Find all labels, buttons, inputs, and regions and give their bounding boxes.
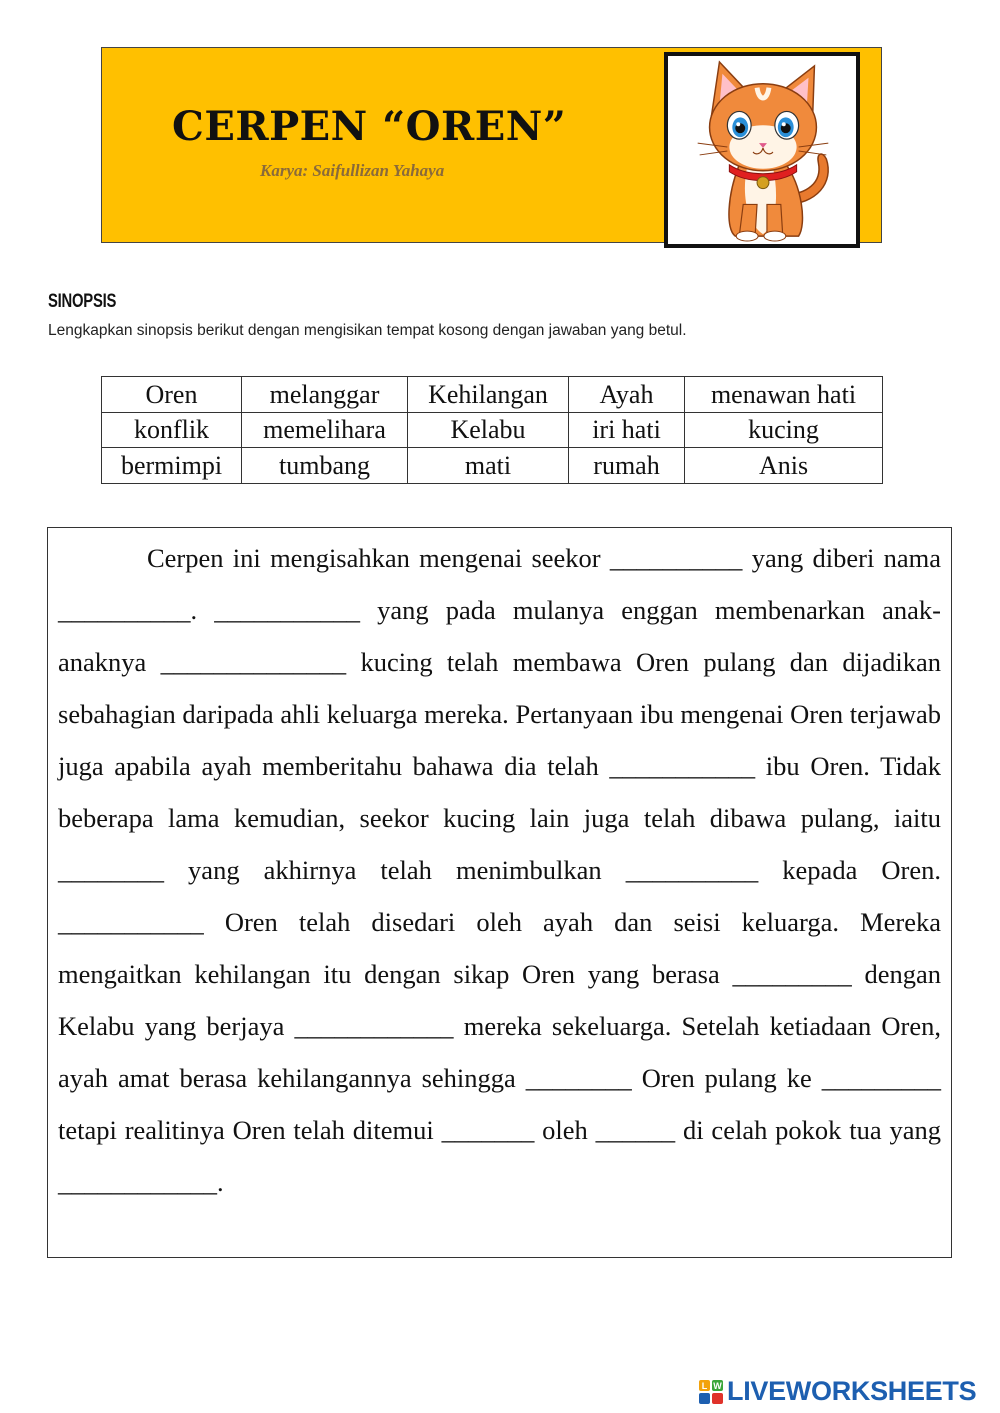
section-title: SINOPSIS — [48, 291, 117, 312]
word-bank-cell: konflik — [102, 412, 242, 448]
word-bank-table — [101, 376, 883, 484]
word-bank-cell: tumbang — [242, 448, 408, 484]
synopsis-passage-box — [47, 527, 952, 1258]
cat-picture-frame — [664, 52, 860, 248]
liveworksheets-logo-icon — [698, 1379, 724, 1405]
word-bank-cell: mati — [408, 448, 569, 484]
word-bank-cell: kucing — [685, 412, 883, 448]
word-bank-cell: melanggar — [242, 377, 408, 413]
svg-text:W: W — [713, 1380, 722, 1391]
word-bank-cell: memelihara — [242, 412, 408, 448]
instruction-text: Lengkapkan sinopsis berikut dengan mengisikan tempat kosong dengan jawaban yang betul. — [48, 322, 687, 339]
author-credit: Karya: Saifullizan Yahaya — [260, 161, 445, 180]
word-bank-cell: Oren — [102, 377, 242, 413]
word-bank-cell: Kelabu — [408, 412, 569, 448]
worksheet-title: CERPEN “OREN” — [172, 103, 567, 150]
word-bank-cell: rumah — [569, 448, 685, 484]
header-banner — [101, 47, 882, 243]
word-bank-cell: Anis — [685, 448, 883, 484]
svg-text:L: L — [701, 1380, 708, 1391]
word-bank-row — [102, 412, 883, 448]
liveworksheets-brand — [698, 1376, 976, 1407]
word-bank-row — [102, 448, 883, 484]
brand-name: LIVEWORKSHEETS — [727, 1376, 977, 1406]
orange-kitten-icon — [668, 56, 856, 244]
word-bank-row — [102, 377, 883, 413]
word-bank-cell: iri hati — [569, 412, 685, 448]
word-bank-cell: bermimpi — [102, 448, 242, 484]
word-bank-cell: Ayah — [569, 377, 685, 413]
word-bank-cell: menawan hati — [685, 377, 883, 413]
synopsis-passage-text: Cerpen ini mengisahkan mengenai seekor __________ yang diberi nama __________. ___________ yang pada mulanya enggan membenarkan anak-anaknya ______________ kucing telah membawa Oren pulang dan dijadikan sebahagian daripada ahli keluarga mereka. Pertanyaan ibu mengenai Oren terjawab juga apabila ayah memberitahu bahawa dia telah ___________ ibu Oren. Tidak beberapa lama kemudian, seekor kucing lain juga telah dibawa pulang, iaitu ________ yang akhirnya telah menimbulkan __________ kepada Oren. ___________ Oren telah disedari oleh ayah dan seisi keluarga. Mereka mengaitkan kehilangan itu dengan sikap Oren yang berasa _________ dengan Kelabu yang berjaya ____________ mereka sekeluarga. Setelah ketiadaan Oren, ayah amat berasa kehilangannya sehingga ________ Oren pulang ke _________ tetapi realitinya Oren telah ditemui _______ oleh ______ di celah pokok tua yang ____________. — [58, 543, 941, 1197]
word-bank-cell: Kehilangan — [408, 377, 569, 413]
